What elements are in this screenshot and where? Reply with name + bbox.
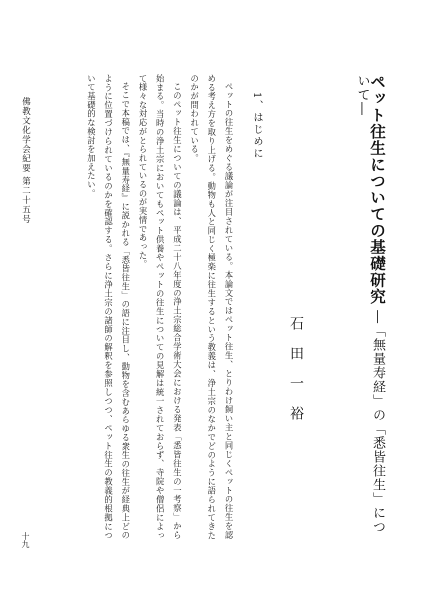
body-paragraph-3: そこで本稿では、『無量寿経』に説かれる「悉皆往生」の語に注目し、動物を含むあらゆる衆生の往生が経典上どのように位置づけられているのかを確認する。さらに浄土宗の諸師の解釈を参照しつつ、ペット往生の教義的根拠について基礎的な検討を加えたい。 bbox=[86, 74, 131, 540]
body-paragraph-1: ペットの往生をめぐる議論が注目されている。本論文ではペット往生、とりわけ飼い主と同じくペットの往生を認める考え方を取り上げる。動物も人と同じく極楽に往生するという教義は、浄土宗のなかでどのように語られてきたのかが問われている。 bbox=[189, 74, 234, 540]
article-title bbox=[354, 74, 385, 544]
running-foot-journal: 佛教文化学会紀要 第二十五号 bbox=[20, 97, 31, 225]
title-main: ペット往生についての基礎研究 bbox=[368, 74, 387, 305]
author-name: 石田一裕 bbox=[288, 316, 304, 436]
page-number: 十九 bbox=[21, 532, 30, 548]
title-subtitle: ―「無量寿経」の「悉皆往生」について― bbox=[354, 74, 385, 535]
body-paragraph-2: このペット往生についての議論は、平成二十八年度の浄土宗総合学術大会における発表「悉皆往生の一考察」から始まる。当時の浄土宗においてもペット供養やペットの往生についての見解は統一されておらず、寺院や僧侶によって様々な対応がとられているのが実情であった。 bbox=[137, 74, 183, 540]
body-text bbox=[82, 74, 237, 540]
section-heading: 1、はじめに bbox=[251, 92, 262, 161]
